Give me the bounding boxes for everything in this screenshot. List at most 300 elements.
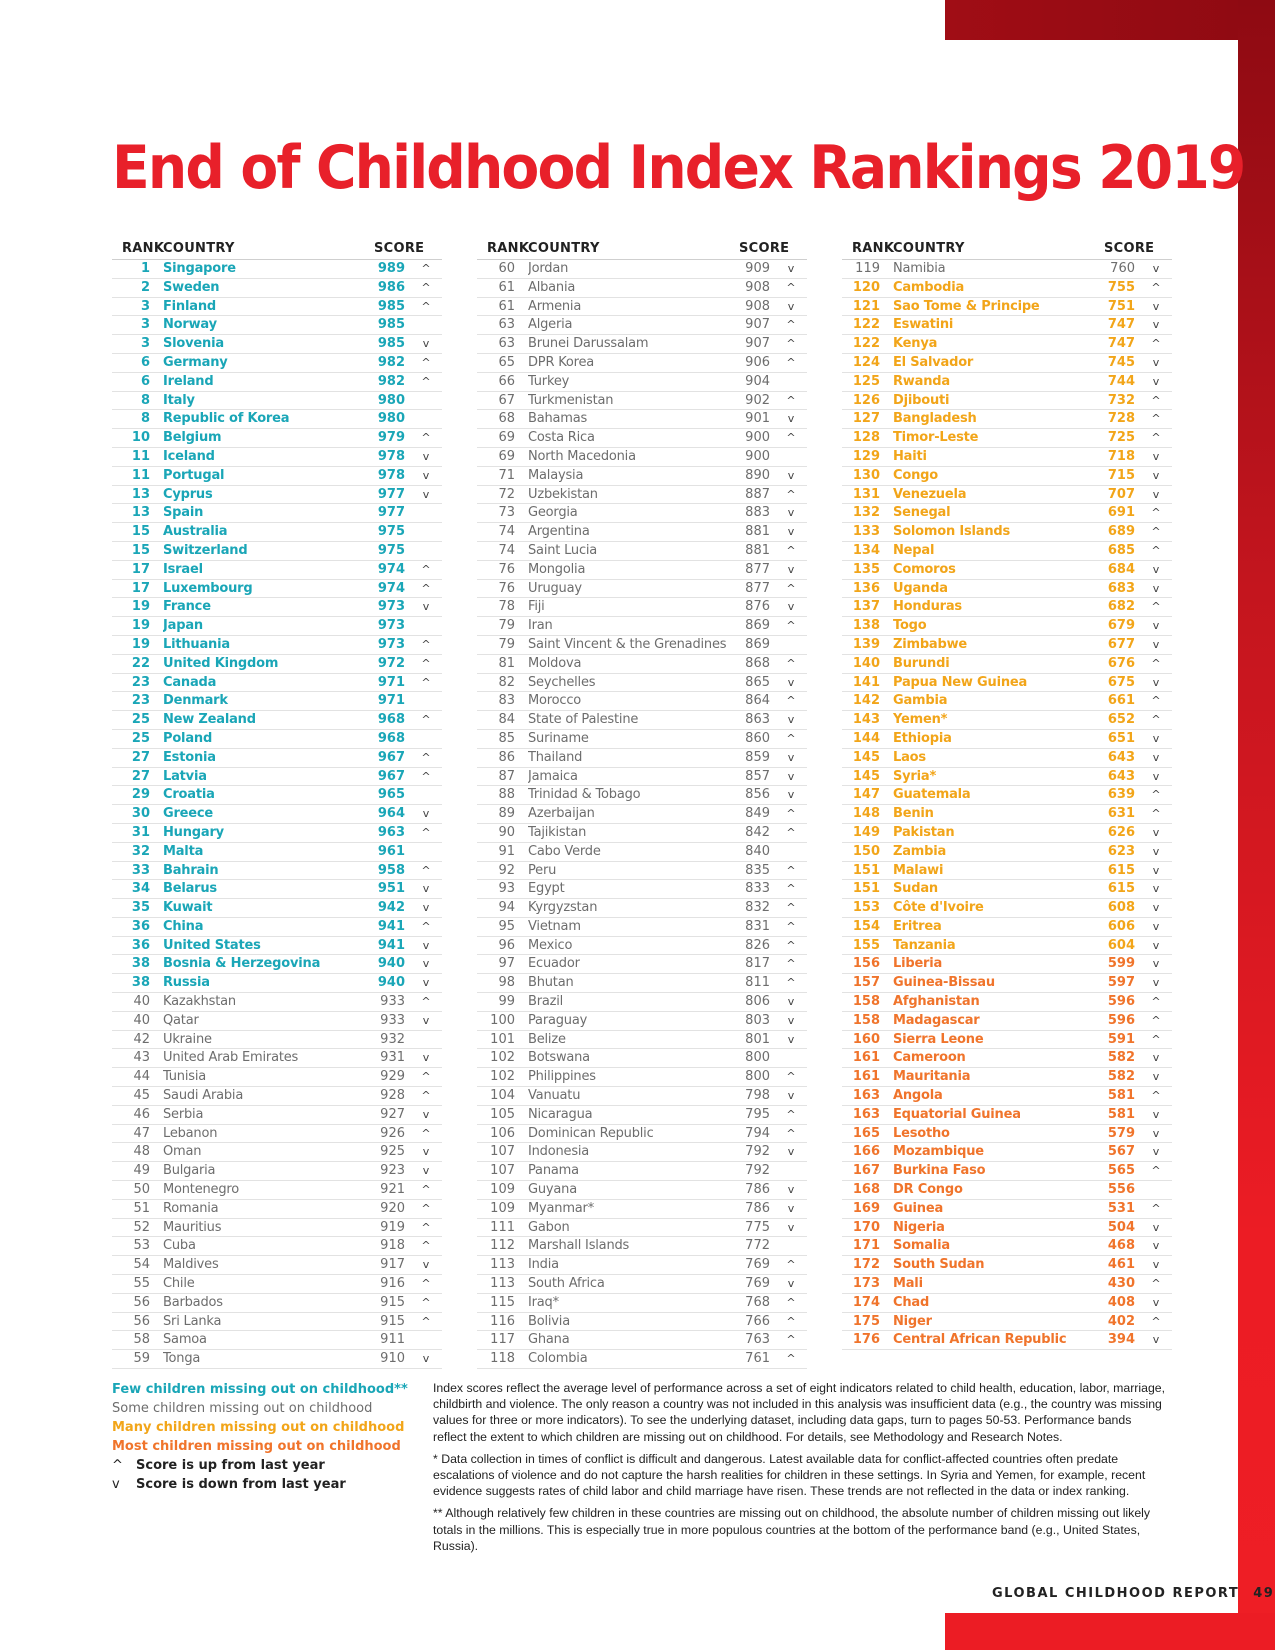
table-row: [112, 1143, 442, 1162]
rank-cell: 84: [498, 712, 515, 728]
table-row: [477, 1031, 807, 1050]
score-cell: 973: [377, 599, 405, 615]
table-row: [112, 1350, 442, 1369]
rank-cell: 121: [852, 298, 880, 314]
score-cell: 606: [1107, 918, 1135, 934]
score-cell: 967: [377, 749, 405, 765]
rank-cell: 40: [133, 1012, 150, 1028]
table-row: [477, 617, 807, 636]
table-row: [112, 392, 442, 411]
rank-cell: 100: [490, 1012, 515, 1028]
country-cell: Botswana: [528, 1050, 590, 1066]
country-cell: Oman: [163, 1144, 202, 1160]
rank-cell: 136: [852, 580, 880, 596]
table-row: [477, 542, 807, 561]
legend-few: Few children missing out on childhood**: [112, 1382, 408, 1397]
rank-cell: 11: [131, 467, 150, 483]
table-row: [477, 410, 807, 429]
up-arrow-icon: ^: [421, 1239, 431, 1253]
score-cell: 940: [377, 956, 405, 972]
table-row: [477, 373, 807, 392]
rank-cell: 102: [490, 1069, 515, 1085]
table-row: [477, 1200, 807, 1219]
up-arrow-icon: ^: [1151, 656, 1161, 670]
down-arrow-icon: v: [1152, 1051, 1160, 1065]
table-row: [842, 1143, 1172, 1162]
score-cell: 599: [1107, 956, 1135, 972]
right-accent-bar: [1238, 0, 1275, 1650]
country-cell: Mozambique: [893, 1144, 984, 1160]
rank-cell: 99: [498, 994, 515, 1010]
score-cell: 408: [1107, 1294, 1135, 1310]
page-number: 49: [1253, 1586, 1275, 1601]
table-row: [842, 1331, 1172, 1350]
rank-cell: 132: [852, 505, 880, 521]
score-cell: 461: [1107, 1257, 1135, 1273]
down-arrow-icon: v: [787, 769, 795, 783]
country-cell: Argentina: [528, 524, 590, 540]
table-row: [842, 392, 1172, 411]
up-arrow-icon: ^: [1151, 337, 1161, 351]
country-cell: Iraq*: [528, 1294, 559, 1310]
country-cell: Lithuania: [163, 636, 230, 652]
up-arrow-icon: ^: [1151, 600, 1161, 614]
rank-cell: 141: [852, 674, 880, 690]
country-cell: Guinea: [893, 1200, 944, 1216]
table-row: [112, 1162, 442, 1181]
table-row: [477, 1125, 807, 1144]
score-cell: 768: [745, 1294, 770, 1310]
note-main: Index scores reflect the average level of performance across a set of eight indicators related to child health, education, labor, marriage, childbirth and violence. The only reason a country was not included in this analysis was insufficient data (e.g., the country was missing values for three or more indicators). To see the underlying dataset, including data gaps, turn to pages 50-53. Performance bands reflect the extent to which children are missing out on childhood. For details, see Methodology and Research Notes.: [433, 1381, 1166, 1444]
country-cell: Eswatini: [893, 317, 954, 333]
table-row: [842, 1219, 1172, 1238]
score-cell: 763: [745, 1332, 770, 1348]
down-arrow-icon: v: [1152, 938, 1160, 952]
score-cell: 794: [745, 1125, 770, 1141]
score-cell: 623: [1107, 843, 1135, 859]
rank-cell: 144: [852, 730, 880, 746]
country-cell: Malaysia: [528, 467, 584, 483]
score-cell: 531: [1107, 1200, 1135, 1216]
table-row: [842, 298, 1172, 317]
country-cell: Turkey: [528, 373, 570, 389]
down-arrow-icon: v: [787, 1089, 795, 1103]
score-cell: 744: [1107, 373, 1135, 389]
country-cell: Belgium: [163, 430, 222, 446]
table-row: [112, 1256, 442, 1275]
country-cell: South Sudan: [893, 1257, 985, 1273]
table-row: [112, 918, 442, 937]
score-cell: 887: [745, 486, 770, 502]
country-cell: Italy: [163, 392, 195, 408]
table-row: [842, 918, 1172, 937]
country-cell: Georgia: [528, 505, 578, 521]
down-arrow-icon: v: [1152, 882, 1160, 896]
rank-cell: 30: [131, 806, 150, 822]
table-row: [842, 1275, 1172, 1294]
rank-cell: 6: [140, 373, 150, 389]
table-row: [112, 974, 442, 993]
rank-cell: 49: [133, 1163, 150, 1179]
rank-cell: 3: [140, 336, 150, 352]
table-row: [112, 1068, 442, 1087]
table-row: [842, 711, 1172, 730]
down-arrow-icon: v: [787, 525, 795, 539]
up-arrow-icon: ^: [786, 957, 796, 971]
down-arrow-icon: v: [422, 1051, 430, 1065]
table-row: [477, 786, 807, 805]
country-cell: Switzerland: [163, 542, 248, 558]
rank-cell: 145: [852, 768, 880, 784]
up-arrow-icon: ^: [421, 262, 431, 275]
score-cell: 639: [1107, 787, 1135, 803]
score-cell: 745: [1107, 354, 1135, 370]
up-arrow-icon: ^: [786, 619, 796, 633]
score-cell: 933: [380, 994, 405, 1010]
country-cell: Japan: [163, 618, 203, 634]
table-row: [112, 580, 442, 599]
country-cell: Iran: [528, 618, 553, 634]
country-cell: Eritrea: [893, 918, 942, 934]
down-arrow-icon: v: [787, 1220, 795, 1234]
up-arrow-icon: ^: [421, 675, 431, 689]
table-row: [842, 429, 1172, 448]
score-cell: 932: [380, 1031, 405, 1047]
table-row: [842, 786, 1172, 805]
country-cell: Lesotho: [893, 1125, 950, 1141]
country-cell: Norway: [163, 317, 217, 333]
rank-cell: 166: [852, 1144, 880, 1160]
rank-cell: 107: [490, 1163, 515, 1179]
rank-cell: 172: [852, 1257, 880, 1273]
country-cell: Belize: [528, 1031, 566, 1047]
country-cell: Solomon Islands: [893, 524, 1011, 540]
score-cell: 596: [1107, 1012, 1135, 1028]
rank-cell: 125: [852, 373, 880, 389]
table-row: [477, 974, 807, 993]
rank-cell: 35: [131, 900, 150, 916]
score-cell: 679: [1107, 618, 1135, 634]
score-cell: 942: [377, 900, 405, 916]
score-cell: 877: [745, 561, 770, 577]
up-arrow-icon: ^: [786, 694, 796, 708]
country-cell: Brazil: [528, 994, 564, 1010]
table-row: [477, 1219, 807, 1238]
column-header: [842, 240, 1172, 260]
down-arrow-icon: v: [787, 600, 795, 614]
down-arrow-icon: v: [1152, 1333, 1160, 1347]
rank-cell: 68: [498, 411, 515, 427]
rank-cell: 112: [490, 1238, 515, 1254]
rank-cell: 97: [498, 956, 515, 972]
score-cell: 751: [1107, 298, 1135, 314]
up-arrow-icon: ^: [786, 337, 796, 351]
up-arrow-icon: ^: [421, 1277, 431, 1291]
table-row: [842, 467, 1172, 486]
rank-cell: 102: [490, 1050, 515, 1066]
country-cell: Israel: [163, 561, 203, 577]
country-cell: Syria*: [893, 768, 937, 784]
score-cell: 864: [745, 693, 770, 709]
country-cell: Jordan: [528, 261, 569, 276]
score-cell: 556: [1107, 1182, 1135, 1198]
up-arrow-icon: ^: [1151, 788, 1161, 802]
up-arrow-icon: ^: [421, 299, 431, 313]
score-cell: 975: [377, 524, 405, 540]
up-arrow-icon: ^: [786, 1352, 796, 1366]
table-row: [842, 1012, 1172, 1031]
rank-cell: 74: [498, 542, 515, 558]
country-cell: Sweden: [163, 279, 220, 295]
down-arrow-icon: v: [422, 1013, 430, 1027]
score-cell: 985: [377, 317, 405, 333]
table-row: [842, 316, 1172, 335]
down-arrow-icon: v: [1152, 769, 1160, 783]
rank-cell: 150: [852, 843, 880, 859]
country-cell: Central African Republic: [893, 1332, 1067, 1348]
rank-cell: 142: [852, 693, 880, 709]
country-cell: Australia: [163, 524, 228, 540]
page-footer: [992, 1586, 1274, 1601]
table-row: [477, 955, 807, 974]
country-cell: Gambia: [893, 693, 948, 709]
country-cell: DPR Korea: [528, 354, 595, 370]
table-row: [477, 298, 807, 317]
up-arrow-icon: ^: [786, 825, 796, 839]
up-arrow-icon: ^: [1151, 431, 1161, 445]
rank-cell: 98: [498, 975, 515, 991]
rank-cell: 8: [140, 392, 150, 408]
down-arrow-icon: v: [787, 412, 795, 426]
rank-cell: 76: [498, 580, 515, 596]
country-cell: State of Palestine: [528, 712, 639, 728]
country-cell: United States: [163, 937, 261, 953]
down-arrow-icon: v: [787, 1145, 795, 1159]
score-cell: 958: [377, 862, 405, 878]
score-cell: 826: [745, 937, 770, 953]
down-arrow-icon: v: [787, 1183, 795, 1197]
country-cell: Bahamas: [528, 411, 588, 427]
score-cell: 968: [377, 730, 405, 746]
table-row: [112, 486, 442, 505]
score-cell: 582: [1107, 1050, 1135, 1066]
country-cell: Russia: [163, 975, 210, 991]
country-cell: South Africa: [528, 1276, 605, 1292]
down-arrow-icon: v: [422, 807, 430, 821]
country-header: COUNTRY: [163, 241, 235, 256]
footnotes: [433, 1380, 1168, 1560]
score-cell: 817: [745, 956, 770, 972]
country-cell: Cyprus: [163, 486, 213, 502]
score-cell: 842: [745, 824, 770, 840]
score-cell: 933: [380, 1012, 405, 1028]
country-cell: Sri Lanka: [163, 1313, 222, 1329]
up-arrow-icon: ^: [786, 393, 796, 407]
rank-cell: 165: [852, 1125, 880, 1141]
rank-cell: 10: [131, 430, 150, 446]
score-cell: 567: [1107, 1144, 1135, 1160]
legend-many: Many children missing out on childhood: [112, 1420, 405, 1435]
rank-cell: 151: [852, 881, 880, 897]
country-cell: Uzbekistan: [528, 486, 598, 502]
table-row: [112, 899, 442, 918]
country-cell: Peru: [528, 862, 557, 878]
up-arrow-icon: ^: [786, 882, 796, 896]
table-row: [842, 373, 1172, 392]
down-arrow-icon: v: [1152, 1107, 1160, 1121]
rank-cell: 15: [131, 542, 150, 558]
table-row: [842, 448, 1172, 467]
table-row: [112, 749, 442, 768]
score-cell: 661: [1107, 693, 1135, 709]
table-row: [112, 316, 442, 335]
table-row: [842, 1087, 1172, 1106]
table-row: [477, 1087, 807, 1106]
country-cell: Bahrain: [163, 862, 219, 878]
score-cell: 902: [745, 392, 770, 408]
down-arrow-icon: v: [422, 901, 430, 915]
down-arrow-icon: v: [1152, 957, 1160, 971]
table-row: [112, 410, 442, 429]
country-cell: Cambodia: [893, 279, 965, 295]
rank-cell: 111: [490, 1219, 515, 1235]
rank-cell: 23: [131, 693, 150, 709]
score-cell: 835: [745, 862, 770, 878]
down-arrow-icon: v: [787, 713, 795, 727]
rank-cell: 27: [131, 768, 150, 784]
score-cell: 651: [1107, 730, 1135, 746]
score-cell: 772: [745, 1238, 770, 1254]
score-cell: 941: [377, 918, 405, 934]
score-cell: 911: [380, 1332, 405, 1348]
country-cell: Haiti: [893, 448, 927, 464]
table-row: [477, 1106, 807, 1125]
country-cell: Cuba: [163, 1238, 196, 1254]
rank-cell: 143: [852, 712, 880, 728]
table-row: [477, 392, 807, 411]
country-cell: Nicaragua: [528, 1106, 593, 1122]
top-accent-bar: [945, 0, 1275, 40]
table-row: [477, 1068, 807, 1087]
country-cell: Guyana: [528, 1182, 577, 1198]
table-row: [842, 937, 1172, 956]
rank-cell: 42: [133, 1031, 150, 1047]
table-row: [842, 655, 1172, 674]
table-row: [477, 1143, 807, 1162]
down-arrow-icon: v: [787, 995, 795, 1009]
table-row: [842, 1125, 1172, 1144]
down-arrow-icon: v: [112, 1477, 120, 1492]
table-row: [477, 1275, 807, 1294]
table-row: [112, 937, 442, 956]
country-cell: Marshall Islands: [528, 1238, 630, 1254]
score-cell: 596: [1107, 994, 1135, 1010]
up-arrow-icon: ^: [786, 355, 796, 369]
rank-cell: 154: [852, 918, 880, 934]
rank-cell: 113: [490, 1257, 515, 1273]
score-cell: 910: [380, 1351, 405, 1367]
country-cell: Malta: [163, 843, 204, 859]
score-cell: 615: [1107, 862, 1135, 878]
country-cell: United Kingdom: [163, 655, 279, 671]
down-arrow-icon: v: [787, 1013, 795, 1027]
country-cell: China: [163, 918, 204, 934]
country-cell: Myanmar*: [528, 1200, 594, 1216]
country-cell: Bulgaria: [163, 1163, 216, 1179]
rank-cell: 71: [498, 467, 515, 483]
table-row: [477, 880, 807, 899]
score-cell: 685: [1107, 542, 1135, 558]
table-row: [842, 410, 1172, 429]
up-arrow-icon: ^: [421, 1201, 431, 1215]
country-cell: Brunei Darussalam: [528, 336, 649, 352]
rank-cell: 54: [133, 1257, 150, 1273]
country-cell: Kyrgyzstan: [528, 900, 598, 916]
table-row: [477, 993, 807, 1012]
table-row: [842, 805, 1172, 824]
table-row: [842, 636, 1172, 655]
legend: [112, 1380, 408, 1494]
rank-cell: 3: [140, 317, 150, 333]
country-cell: Malawi: [893, 862, 944, 878]
rank-cell: 38: [131, 956, 150, 972]
up-arrow-icon: ^: [421, 863, 431, 877]
country-cell: Morocco: [528, 693, 582, 709]
rank-cell: 48: [133, 1144, 150, 1160]
score-cell: 907: [745, 317, 770, 333]
rank-cell: 127: [852, 411, 880, 427]
down-arrow-icon: v: [787, 1032, 795, 1046]
rank-cell: 13: [131, 505, 150, 521]
score-cell: 964: [377, 806, 405, 822]
score-cell: 881: [745, 542, 770, 558]
country-cell: Belarus: [163, 881, 217, 897]
rank-cell: 88: [498, 787, 515, 803]
table-row: [477, 674, 807, 693]
down-arrow-icon: v: [787, 562, 795, 576]
rank-cell: 63: [498, 336, 515, 352]
down-arrow-icon: v: [787, 1201, 795, 1215]
score-cell: 974: [377, 580, 405, 596]
up-arrow-icon: ^: [421, 562, 431, 576]
score-cell: 986: [377, 279, 405, 295]
country-cell: Benin: [893, 806, 934, 822]
table-row: [842, 674, 1172, 693]
table-row: [112, 1331, 442, 1350]
country-cell: Bosnia & Herzegovina: [163, 956, 321, 972]
up-arrow-icon: ^: [786, 1295, 796, 1309]
down-arrow-icon: v: [1152, 825, 1160, 839]
up-arrow-icon: ^: [421, 825, 431, 839]
score-cell: 430: [1107, 1276, 1135, 1292]
rank-cell: 60: [498, 261, 515, 276]
score-cell: 643: [1107, 749, 1135, 765]
table-row: [112, 805, 442, 824]
up-arrow-icon: ^: [786, 919, 796, 933]
table-row: [842, 974, 1172, 993]
table-row: [112, 1125, 442, 1144]
table-row: [477, 768, 807, 787]
country-cell: Vietnam: [528, 918, 581, 934]
score-cell: 832: [745, 900, 770, 916]
score-cell: 979: [377, 430, 405, 446]
table-row: [842, 880, 1172, 899]
table-row: [477, 486, 807, 505]
score-cell: 876: [745, 599, 770, 615]
rank-cell: 36: [131, 937, 150, 953]
country-cell: Dominican Republic: [528, 1125, 654, 1141]
rank-cell: 47: [133, 1125, 150, 1141]
